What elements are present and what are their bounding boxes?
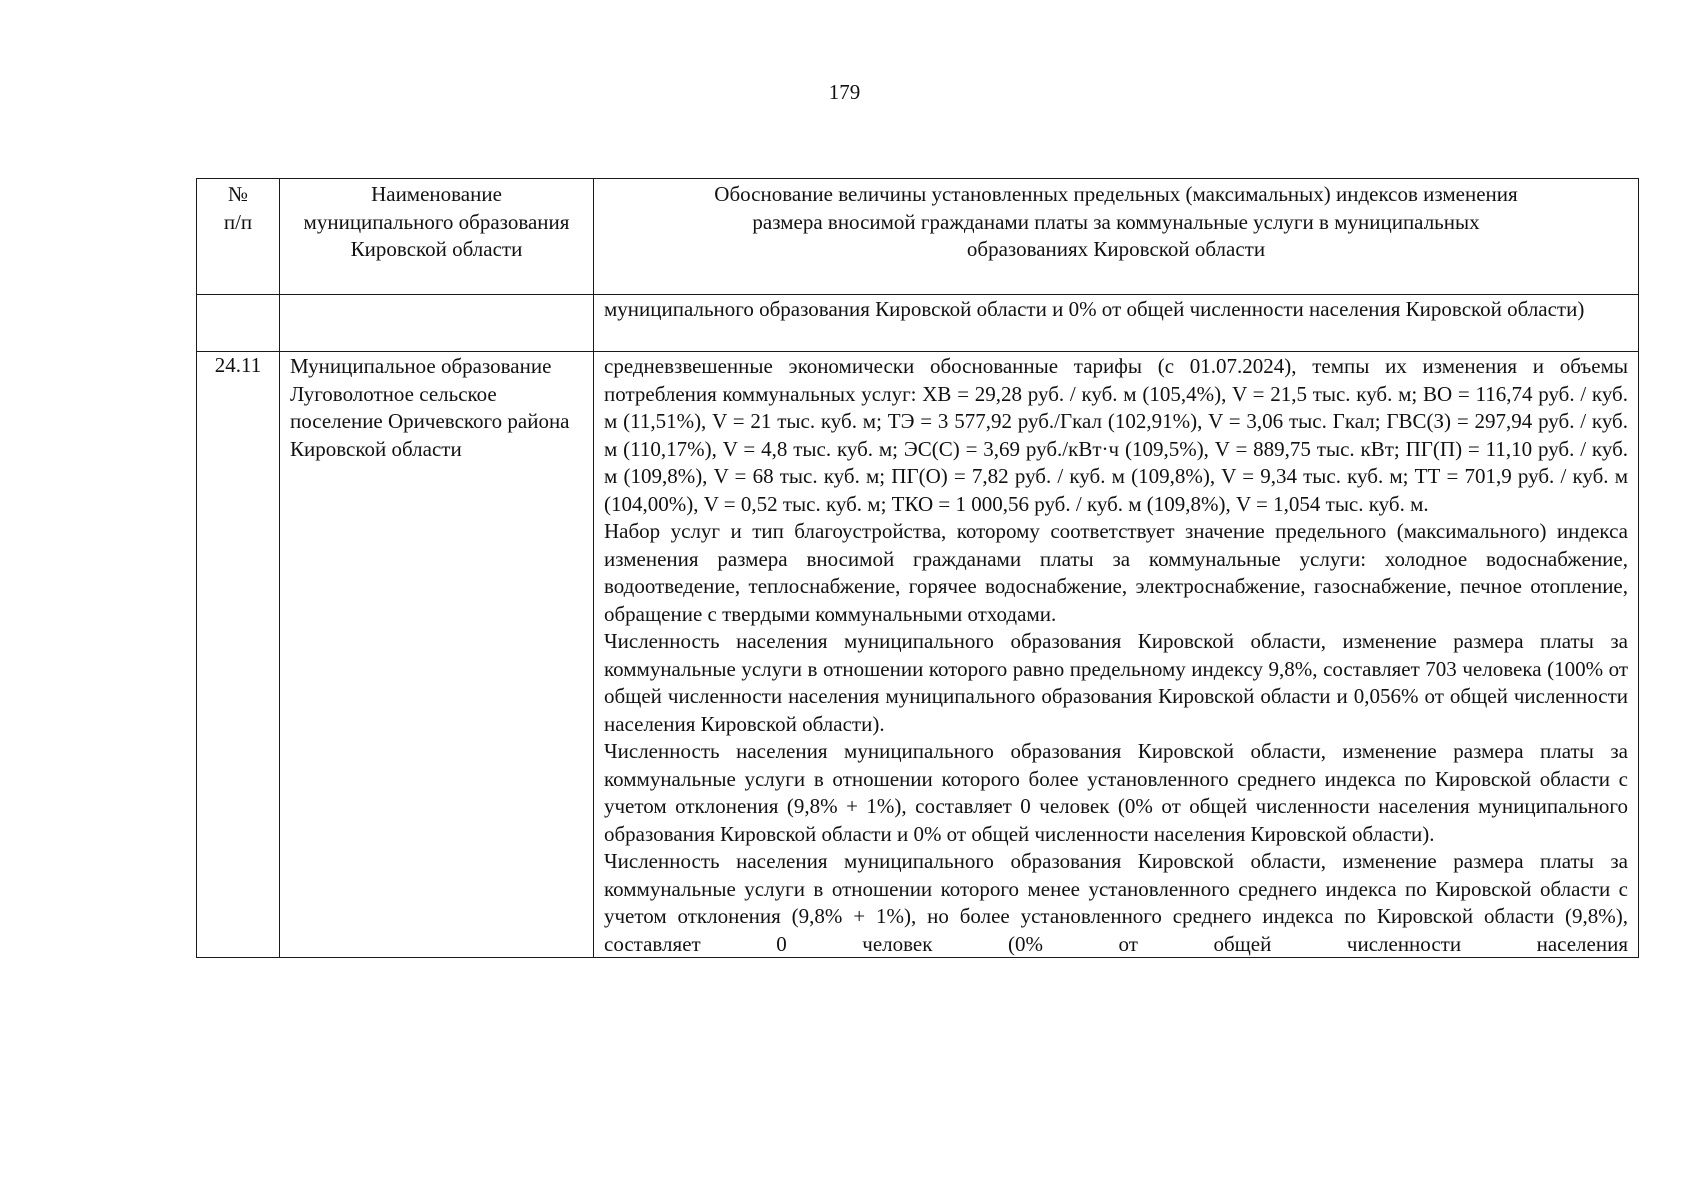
continuation-name-cell: [280, 295, 594, 352]
table-row: [197, 352, 1639, 958]
row-municipality-cell: [280, 352, 594, 958]
header-municipality-label: Наименование муниципального образования Кировской области: [303, 182, 570, 261]
header-municipality: [280, 179, 594, 295]
table-header-row: [197, 179, 1639, 295]
continuation-text-cell: [594, 295, 1639, 352]
population-above-paragraph: Численность населения муниципального образования Кировской области, изменение размера платы за коммунальные услуги в отношении которого более установленного среднего индекса по Кировской области с учетом отклонения (9,8% + 1%), составляет 0 человек (0% от общей численности населения муниципального образования Кировской области и 0% от общей численности населения Кировской области).: [604, 739, 1628, 846]
header-number: [197, 179, 280, 295]
tariff-index-table: [196, 178, 1639, 958]
services-paragraph: Набор услуг и тип благоустройства, которому соответствует значение предельного (максимального) индекса изменения размера вносимой гражданами платы за коммунальные услуги: холодное водоснабжение, водоотведение, теплоснабжение, горячее водоснабжение, электроснабжение, газоснабжение, печное отопление, обращение с твердыми коммунальными отходами.: [604, 519, 1628, 626]
continuation-text: муниципального образования Кировской области и 0% от общей численности населения Кировской области): [604, 297, 1585, 321]
header-basis: [594, 179, 1639, 295]
population-below-paragraph: Численность населения муниципального образования Кировской области, изменение размера платы за коммунальные услуги в отношении которого менее установленного среднего индекса по Кировской области с учетом отклонения (9,8% + 1%), но более установленного среднего индекса по Кировской области (9,8%), составляет 0 человек (0% от общей численности населения: [604, 849, 1628, 956]
row-number: 24.11: [214, 353, 262, 377]
row-number-cell: [197, 352, 280, 958]
table-row-continuation: [197, 295, 1639, 352]
population-equal-paragraph: Численность населения муниципального образования Кировской области, изменение размера платы за коммунальные услуги в отношении которого равно предельному индексу 9,8%, составляет 703 человека (100% от общей численности населения муниципального образования Кировской области и 0,056% от общей численности населения Кировской области).: [604, 629, 1628, 736]
header-number-label: № п/п: [223, 182, 253, 234]
row-basis-cell: [594, 352, 1639, 958]
continuation-number-cell: [197, 295, 280, 352]
population-below-block: [604, 848, 1628, 957]
header-basis-label: Обоснование величины установленных предельных (максимальных) индексов изменения размера вносимой гражданами платы за коммунальные услуги в муниципальных образованиях Кировской области: [714, 182, 1518, 261]
row-municipality-name: Муниципальное образование Луговолотное сельское поселение Оричевского района Кировской области: [290, 354, 570, 461]
tariffs-paragraph: средневзвешенные экономически обоснованные тарифы (с 01.07.2024), темпы их изменения и объемы потребления коммунальных услуг: ХВ = 29,28 руб. / куб. м (105,4%), V = 21,5 тыс. куб. м; ВО = 116,74 руб. / куб. м (11,51%), V = 21 тыс. куб. м; ТЭ = 3 577,92 руб./Гкал (102,91%), V = 3,06 тыс. Гкал; ГВС(З) = 297,94 руб. / куб. м (110,17%), V = 4,8 тыс. куб. м; ЭС(С) = 3,69 руб./кВт·ч (109,5%), V = 889,75 тыс. кВт; ПГ(П) = 11,10 руб. / куб. м (109,8%), V = 68 тыс. куб. м; ПГ(О) = 7,82 руб. / куб. м (109,8%), V = 9,34 тыс. куб. м; ТТ = 701,9 руб. / куб. м (104,00%), V = 0,52 тыс. куб. м; ТКО = 1 000,56 руб. / куб. м (109,8%), V = 1,054 тыс. куб. м.: [604, 354, 1628, 516]
page-number: 179: [828, 80, 861, 104]
